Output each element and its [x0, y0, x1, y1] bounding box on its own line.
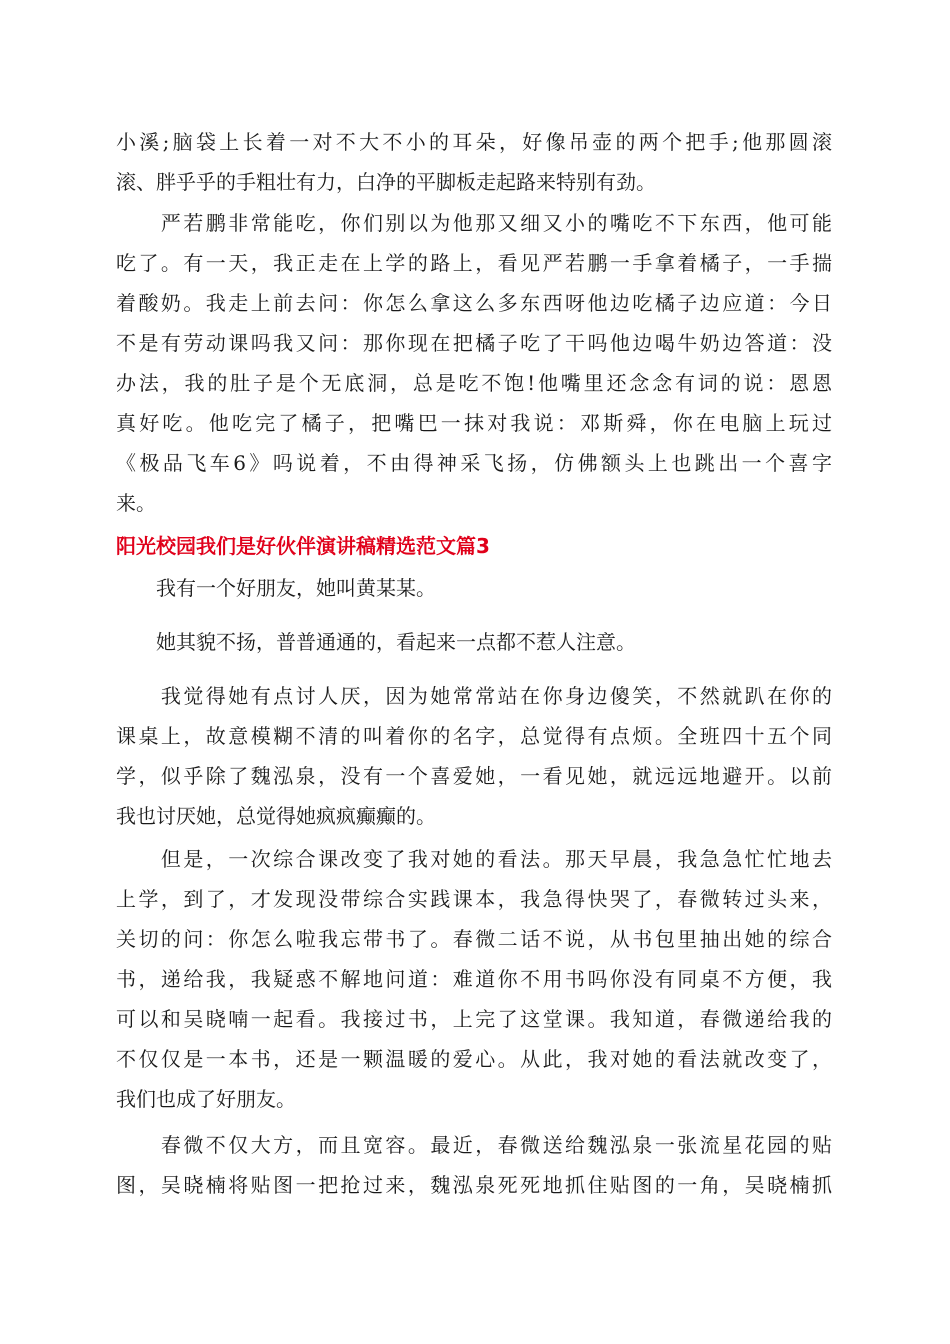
- text-line: 春微不仅大方，而且宽容。最近，春微送给魏泓泉一张流星花园的贴: [116, 1133, 832, 1157]
- text-line: 吃了。有一天，我正走在上学的路上，看见严若鹏一手拿着橘子，一手揣: [116, 251, 832, 275]
- text-line: 她其貌不扬，普普通通的，看起来一点都不惹人注意。: [116, 630, 636, 654]
- text-line: 着酸奶。我走上前去问：你怎么拿这么多东西呀他边吃橘子边应道：今日: [116, 291, 832, 315]
- body-paragraph: [116, 568, 832, 608]
- text-line: 关切的问：你怎么啦我忘带书了。春微二话不说，从书包里抽出她的综合: [116, 927, 832, 951]
- text-line: 但是，一次综合课改变了我对她的看法。那天早晨，我急急忙忙地去: [116, 847, 832, 871]
- text-line: 我有一个好朋友，她叫黄某某。: [116, 576, 436, 600]
- body-paragraph: [116, 1125, 832, 1205]
- text-line: 严若鹏非常能吃，你们别以为他那又细又小的嘴吃不下东西，他可能: [116, 211, 832, 235]
- text-line: 上学，到了，才发现没带综合实践课本，我急得快哭了，春微转过头来，: [116, 887, 832, 911]
- text-line: 不是有劳动课吗我又问：那你现在把橘子吃了干吗他边喝牛奶边答道：没: [116, 331, 832, 355]
- section-heading: 阳光校园我们是好伙伴演讲稿精选范文篇3: [116, 534, 490, 558]
- text-line: 办法，我的肚子是个无底洞，总是吃不饱!他嘴里还念念有词的说：恩恩: [116, 371, 832, 395]
- body-paragraph: [116, 203, 832, 523]
- body-paragraph: [116, 676, 832, 836]
- text-line: 不仅仅是一本书，还是一颗温暖的爱心。从此，我对她的看法就改变了，: [116, 1047, 832, 1071]
- text-line: 课桌上，故意模糊不清的叫着你的名字，总觉得有点烦。全班四十五个同: [116, 724, 832, 748]
- text-line: 真好吃。他吃完了橘子，把嘴巴一抹对我说：邓斯舜，你在电脑上玩过: [116, 411, 832, 435]
- text-line: 我觉得她有点讨人厌，因为她常常站在你身边傻笑，不然就趴在你的: [116, 684, 832, 708]
- text-line: 可以和吴晓喃一起看。我接过书，上完了这堂课。我知道，春微递给我的: [116, 1007, 832, 1031]
- body-paragraph: [116, 622, 832, 662]
- text-line: 滚、胖乎乎的手粗壮有力，白净的平脚板走起路来特别有劲。: [116, 170, 656, 194]
- text-line: 书，递给我，我疑惑不解地问道：难道你不用书吗你没有同桌不方便，我: [116, 967, 832, 991]
- text-line: 学，似乎除了魏泓泉，没有一个喜爱她，一看见她，就远远地避开。以前: [116, 764, 832, 788]
- body-paragraph: [116, 122, 832, 202]
- text-line: 我也讨厌她，总觉得她疯疯癫癫的。: [116, 804, 436, 828]
- text-line: 来。: [116, 491, 156, 515]
- text-line: 小溪;脑袋上长着一对不大不小的耳朵，好像吊壶的两个把手;他那圆滚: [116, 130, 832, 154]
- text-line: 图，吴晓楠将贴图一把抢过来，魏泓泉死死地抓住贴图的一角，吴晓楠抓: [116, 1173, 832, 1197]
- body-paragraph: [116, 839, 832, 1119]
- text-line: 《极品飞车6》吗说着，不由得神采飞扬，仿佛额头上也跳出一个喜字: [116, 451, 832, 475]
- text-line: 我们也成了好朋友。: [116, 1087, 296, 1111]
